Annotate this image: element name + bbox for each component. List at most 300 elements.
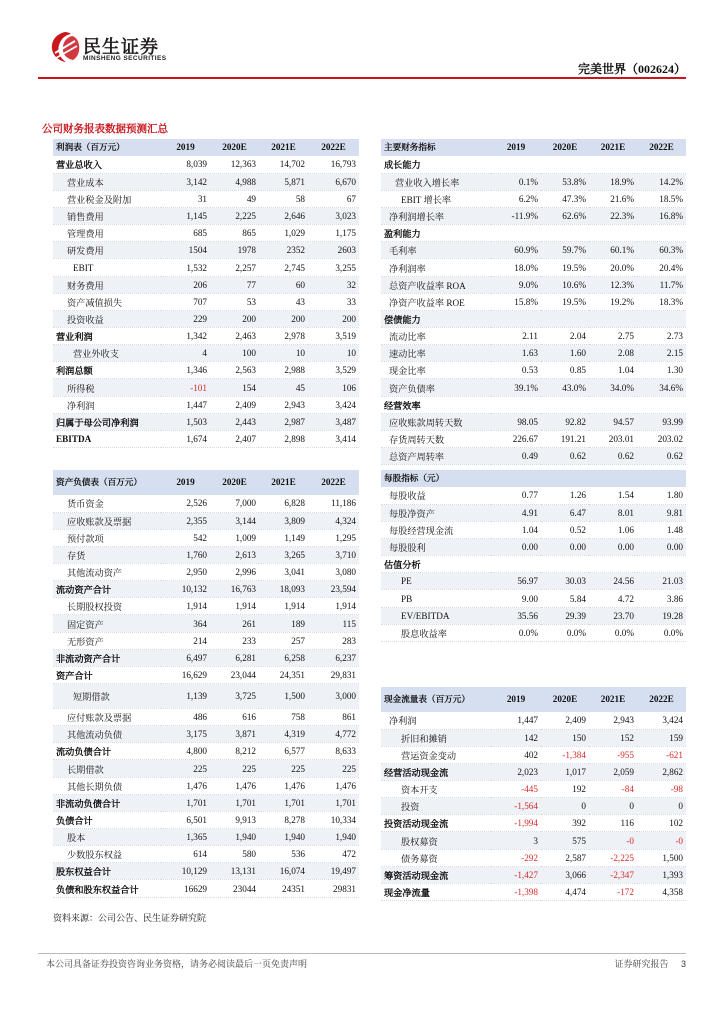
cell-value: 575 <box>541 832 589 849</box>
cell-value: 10,132 <box>161 581 210 598</box>
table-row <box>53 684 359 709</box>
cell-value: 142 <box>491 729 541 746</box>
cell-value: 4.91 <box>491 504 541 521</box>
table-title: 现金流量表（百万元） <box>381 687 491 712</box>
cell-value: 9.00 <box>491 590 541 607</box>
year-header: 2021E <box>589 139 637 156</box>
cell-value: 39.1% <box>491 379 541 396</box>
cell-value: 1,914 <box>161 598 210 615</box>
cell-value <box>589 556 637 573</box>
table-row <box>381 259 686 276</box>
income-statement-table <box>53 139 359 448</box>
table-row <box>53 777 359 794</box>
cell-value: 3,142 <box>161 173 210 190</box>
row-label: 总资产周转率 <box>381 448 491 465</box>
cell-value: 3,424 <box>308 396 359 413</box>
cell-value: 60.9% <box>491 242 541 259</box>
table-row <box>53 208 359 225</box>
row-label: 净利润率 <box>381 259 491 276</box>
row-label: 管理费用 <box>53 225 161 242</box>
cell-value: 23044 <box>210 880 259 897</box>
cell-value: 3,519 <box>308 328 359 345</box>
table-row <box>53 743 359 760</box>
cell-value: 2,745 <box>259 259 308 276</box>
table-row <box>381 430 686 447</box>
table-row <box>53 156 359 173</box>
table-header-row <box>53 139 359 156</box>
cell-value: 0.85 <box>541 362 589 379</box>
cell-value: 34.6% <box>637 379 686 396</box>
cell-value: 614 <box>161 846 210 863</box>
cell-value: 53 <box>210 293 259 310</box>
cell-value: -1,384 <box>541 746 589 763</box>
cell-value: 18.9% <box>589 173 637 190</box>
cell-value: 1.63 <box>491 345 541 362</box>
table-row <box>381 345 686 362</box>
table-row <box>381 832 686 849</box>
table-row <box>381 849 686 866</box>
cell-value: 1,914 <box>308 598 359 615</box>
cell-value: 191.21 <box>541 430 589 447</box>
cell-value: 2,526 <box>161 495 210 512</box>
cell-value: 0.00 <box>637 539 686 556</box>
table-row <box>53 362 359 379</box>
cell-value: 6,281 <box>210 649 259 666</box>
cell-value: 0.62 <box>541 448 589 465</box>
cell-value: 3,000 <box>308 684 359 709</box>
cell-value: 1,476 <box>161 777 210 794</box>
row-label: 长期股权投资 <box>53 598 161 615</box>
cell-value: 1,701 <box>161 794 210 811</box>
cell-value: 1,139 <box>161 684 210 709</box>
cell-value: 150 <box>541 729 589 746</box>
table-header-row <box>381 687 686 712</box>
cell-value: 20.4% <box>637 259 686 276</box>
year-header <box>637 470 686 487</box>
key-ratios-table <box>381 139 686 465</box>
year-header: 2019 <box>491 139 541 156</box>
cell-value: 2,988 <box>259 362 308 379</box>
year-header: 2019 <box>161 470 210 495</box>
cell-value: 1,503 <box>161 413 210 430</box>
cell-value: 1.48 <box>637 521 686 538</box>
table-row <box>53 173 359 190</box>
cell-value: 402 <box>491 746 541 763</box>
cell-value: 4,474 <box>541 883 589 900</box>
cell-value: 2,059 <box>589 763 637 780</box>
table-row <box>381 242 686 259</box>
cell-value: 1,500 <box>259 684 308 709</box>
table-row <box>381 173 686 190</box>
cell-value: 707 <box>161 293 210 310</box>
cell-value: 13,131 <box>210 863 259 880</box>
cell-value: 2,996 <box>210 564 259 581</box>
company-title: 完美世界（002624） <box>577 62 686 76</box>
row-label: 固定资产 <box>53 615 161 632</box>
cell-value: 392 <box>541 815 589 832</box>
table-row <box>381 276 686 293</box>
cell-value: 60.3% <box>637 242 686 259</box>
row-label: 净利润增长率 <box>381 208 491 225</box>
cell-value: 2,463 <box>210 328 259 345</box>
cell-value: 1.30 <box>637 362 686 379</box>
row-label: 速动比率 <box>381 345 491 362</box>
cell-value: 1,447 <box>161 396 210 413</box>
cell-value: 758 <box>259 709 308 726</box>
row-label: 现金比率 <box>381 362 491 379</box>
cell-value: 10 <box>308 345 359 362</box>
row-label: 营业外收支 <box>53 345 161 362</box>
table-row <box>53 546 359 563</box>
cell-value: 200 <box>259 310 308 327</box>
cell-value: 2,355 <box>161 512 210 529</box>
table-row <box>53 794 359 811</box>
table-row <box>53 293 359 310</box>
row-label: 财务费用 <box>53 276 161 293</box>
cell-value: 2,646 <box>259 208 308 225</box>
cell-value: 6.47 <box>541 504 589 521</box>
table-title: 资产负债表（百万元） <box>53 470 161 495</box>
cell-value: 2603 <box>308 242 359 259</box>
row-label: 投资收益 <box>53 310 161 327</box>
row-label: 营业收入增长率 <box>381 173 491 190</box>
brand-logo <box>50 31 175 65</box>
table-row <box>381 556 686 573</box>
header-divider <box>38 77 686 79</box>
table-row <box>53 811 359 828</box>
cell-value: 77 <box>210 276 259 293</box>
table-row <box>53 310 359 327</box>
table-row <box>53 615 359 632</box>
cell-value: 20.0% <box>589 259 637 276</box>
row-label: 所得税 <box>53 379 161 396</box>
cell-value: 2,943 <box>589 712 637 729</box>
logo-english-name: MINSHENG SECURITIES <box>83 55 167 62</box>
cell-value: 62.6% <box>541 208 589 225</box>
cell-value: 1,940 <box>259 829 308 846</box>
cell-value: 18.3% <box>637 293 686 310</box>
cell-value: 1,674 <box>161 430 210 447</box>
year-header: 2020E <box>210 139 259 156</box>
table-header-row <box>381 139 686 156</box>
cell-value: 9.81 <box>637 504 686 521</box>
cell-value <box>541 556 589 573</box>
cell-value: 189 <box>259 615 308 632</box>
row-label: 股东权益合计 <box>53 863 161 880</box>
row-label: EV/EBITDA <box>381 607 491 624</box>
balance-sheet-table <box>53 470 359 898</box>
cell-value: 1,365 <box>161 829 210 846</box>
cell-value: 24,351 <box>259 666 308 683</box>
year-header: 2022E <box>637 139 686 156</box>
cell-value: 3,175 <box>161 726 210 743</box>
cell-value: 7,000 <box>210 495 259 512</box>
cell-value: 102 <box>637 815 686 832</box>
row-label: 债务募资 <box>381 849 491 866</box>
cell-value: 283 <box>308 632 359 649</box>
table-row <box>53 632 359 649</box>
cell-value: 19.2% <box>589 293 637 310</box>
row-label: 营业总收入 <box>53 156 161 173</box>
cell-value: 1504 <box>161 242 210 259</box>
cell-value: 3,871 <box>210 726 259 743</box>
cell-value: 2,950 <box>161 564 210 581</box>
table-header-row <box>53 470 359 495</box>
cell-value <box>637 156 686 173</box>
cell-value: 30.03 <box>541 573 589 590</box>
cell-value: 200 <box>210 310 259 327</box>
footer-right <box>614 957 686 970</box>
row-label: 经营活动现金流 <box>381 763 491 780</box>
cell-value: 2,987 <box>259 413 308 430</box>
table-row <box>381 573 686 590</box>
table-row <box>53 512 359 529</box>
cell-value: 35.56 <box>491 607 541 624</box>
cell-value: 2,587 <box>541 849 589 866</box>
row-label: 利润总额 <box>53 362 161 379</box>
table-row <box>53 242 359 259</box>
row-label: 负债合计 <box>53 811 161 828</box>
row-label: 盈利能力 <box>381 225 491 242</box>
row-label: 流动比率 <box>381 328 491 345</box>
cell-value: 19.5% <box>541 293 589 310</box>
cell-value: 2,978 <box>259 328 308 345</box>
row-label: 营业利润 <box>53 328 161 345</box>
cell-value: 6,670 <box>308 173 359 190</box>
row-label: 非流动负债合计 <box>53 794 161 811</box>
cell-value: -955 <box>589 746 637 763</box>
row-label: 净利润 <box>53 396 161 413</box>
cell-value: 1,760 <box>161 546 210 563</box>
cell-value: -0 <box>589 832 637 849</box>
row-label: 资本开支 <box>381 781 491 798</box>
row-label: 投资 <box>381 798 491 815</box>
section-title: 公司财务报表数据预测汇总 <box>42 124 168 135</box>
cell-value: 24.56 <box>589 573 637 590</box>
cell-value: 6,577 <box>259 743 308 760</box>
cell-value: 154 <box>210 379 259 396</box>
table-row <box>381 328 686 345</box>
cell-value: 2,613 <box>210 546 259 563</box>
year-header <box>541 470 589 487</box>
cell-value <box>491 225 541 242</box>
row-label: 资产合计 <box>53 666 161 683</box>
cell-value: 1,532 <box>161 259 210 276</box>
cell-value: 21.03 <box>637 573 686 590</box>
cell-value <box>589 396 637 413</box>
cell-value: 8.01 <box>589 504 637 521</box>
cell-value: 2352 <box>259 242 308 259</box>
cell-value: 4.72 <box>589 590 637 607</box>
row-label: 其他长期负债 <box>53 777 161 794</box>
table-row <box>53 581 359 598</box>
cell-value: 3,809 <box>259 512 308 529</box>
cell-value <box>637 556 686 573</box>
cell-value: 2.04 <box>541 328 589 345</box>
cell-value: 616 <box>210 709 259 726</box>
cell-value: -1,994 <box>491 815 541 832</box>
cell-value: -11.9% <box>491 208 541 225</box>
table-row <box>381 763 686 780</box>
cell-value: 2,257 <box>210 259 259 276</box>
cell-value: 8,212 <box>210 743 259 760</box>
row-label: PB <box>381 590 491 607</box>
row-label: 净利润 <box>381 712 491 729</box>
cell-value: 98.05 <box>491 413 541 430</box>
cell-value <box>541 396 589 413</box>
cell-value: 116 <box>589 815 637 832</box>
table-header-row <box>381 470 686 487</box>
cell-value: 19,497 <box>308 863 359 880</box>
cell-value: 1,447 <box>491 712 541 729</box>
cell-value: 1,914 <box>259 598 308 615</box>
cell-value: 1,175 <box>308 225 359 242</box>
cell-value: 542 <box>161 529 210 546</box>
cell-value: 225 <box>259 760 308 777</box>
row-label: 每股股利 <box>381 539 491 556</box>
cell-value: 14.2% <box>637 173 686 190</box>
table-row <box>381 379 686 396</box>
cell-value: -0 <box>637 832 686 849</box>
cell-value: -292 <box>491 849 541 866</box>
row-label: 估值分析 <box>381 556 491 573</box>
row-label: 每股收益 <box>381 487 491 504</box>
cell-value <box>589 156 637 173</box>
table-row <box>381 396 686 413</box>
cell-value: 1,393 <box>637 866 686 883</box>
cell-value: 152 <box>589 729 637 746</box>
row-label: 偿债能力 <box>381 310 491 327</box>
cell-value: 29.39 <box>541 607 589 624</box>
cell-value: -1,427 <box>491 866 541 883</box>
cell-value: 1.80 <box>637 487 686 504</box>
cell-value: 3,725 <box>210 684 259 709</box>
row-label: 净资产收益率 ROE <box>381 293 491 310</box>
row-label: 短期借款 <box>53 684 161 709</box>
cell-value: 486 <box>161 709 210 726</box>
row-label: 成长能力 <box>381 156 491 173</box>
cell-value: 233 <box>210 632 259 649</box>
cell-value: 5,871 <box>259 173 308 190</box>
table-row <box>53 709 359 726</box>
table-row <box>53 598 359 615</box>
cell-value <box>637 225 686 242</box>
row-label: 负债和股东权益合计 <box>53 880 161 897</box>
table-row <box>381 310 686 327</box>
cell-value: -98 <box>637 781 686 798</box>
cell-value <box>637 310 686 327</box>
table-row <box>381 607 686 624</box>
cell-value: 45 <box>259 379 308 396</box>
table-row <box>381 624 686 641</box>
cell-value: 1,029 <box>259 225 308 242</box>
cell-value: 23.70 <box>589 607 637 624</box>
row-label: 股息收益率 <box>381 624 491 641</box>
cell-value: -621 <box>637 746 686 763</box>
cell-value: 257 <box>259 632 308 649</box>
row-label: 现金净流量 <box>381 883 491 900</box>
cell-value: 206 <box>161 276 210 293</box>
cell-value: 60.1% <box>589 242 637 259</box>
row-label: EBIT <box>53 259 161 276</box>
cell-value: 225 <box>308 760 359 777</box>
cell-value: -172 <box>589 883 637 900</box>
cell-value: 100 <box>210 345 259 362</box>
table-row <box>53 649 359 666</box>
cell-value: 14,702 <box>259 156 308 173</box>
table-row <box>381 504 686 521</box>
table-row <box>381 883 686 900</box>
cell-value: 1,017 <box>541 763 589 780</box>
cell-value: 1.26 <box>541 487 589 504</box>
cell-value: 32 <box>308 276 359 293</box>
cell-value: 229 <box>161 310 210 327</box>
table-row <box>381 798 686 815</box>
cell-value: 0.00 <box>541 539 589 556</box>
cell-value: 10 <box>259 345 308 362</box>
cell-value <box>541 225 589 242</box>
row-label: 其他流动负债 <box>53 726 161 743</box>
row-label: 预付款项 <box>53 529 161 546</box>
cell-value: 1,145 <box>161 208 210 225</box>
cell-value: 3,023 <box>308 208 359 225</box>
cell-value: -445 <box>491 781 541 798</box>
cell-value: 1,701 <box>308 794 359 811</box>
cell-value: 18,093 <box>259 581 308 598</box>
per-share-table <box>381 470 686 642</box>
cell-value: 67 <box>308 190 359 207</box>
cell-value <box>491 396 541 413</box>
table-row <box>53 276 359 293</box>
cell-value <box>491 310 541 327</box>
cell-value: 94.57 <box>589 413 637 430</box>
row-label: 销售费用 <box>53 208 161 225</box>
row-label: 资产减值损失 <box>53 293 161 310</box>
table-row <box>53 430 359 447</box>
cell-value: 59.7% <box>541 242 589 259</box>
cell-value: 16,763 <box>210 581 259 598</box>
cell-value: 10,129 <box>161 863 210 880</box>
cell-value: 18.5% <box>637 190 686 207</box>
cell-value: 19.5% <box>541 259 589 276</box>
table-row <box>381 521 686 538</box>
year-header: 2021E <box>259 470 308 495</box>
cell-value: 24351 <box>259 880 308 897</box>
cell-value: 2,225 <box>210 208 259 225</box>
cell-value: 4,319 <box>259 726 308 743</box>
cell-value: 8,633 <box>308 743 359 760</box>
year-header: 2021E <box>259 139 308 156</box>
footer-disclaimer: 本公司具备证券投资咨询业务资格，请务必阅读最后一页免责声明 <box>46 959 308 969</box>
cell-value: 2.15 <box>637 345 686 362</box>
year-header <box>589 470 637 487</box>
table-row <box>381 190 686 207</box>
footer-report-type: 证券研究报告 <box>614 959 669 969</box>
cell-value: 2,409 <box>541 712 589 729</box>
cell-value: 3.86 <box>637 590 686 607</box>
cell-value: 1,500 <box>637 849 686 866</box>
row-label: 总资产收益率 ROA <box>381 276 491 293</box>
cell-value: 11.7% <box>637 276 686 293</box>
cell-value: 2,443 <box>210 413 259 430</box>
cell-value: 203.01 <box>589 430 637 447</box>
cell-value: 0.00 <box>491 539 541 556</box>
row-label: 归属于母公司净利润 <box>53 413 161 430</box>
cell-value: 0.0% <box>541 624 589 641</box>
year-header: 2019 <box>491 687 541 712</box>
cell-value: 60 <box>259 276 308 293</box>
cell-value: 3,255 <box>308 259 359 276</box>
